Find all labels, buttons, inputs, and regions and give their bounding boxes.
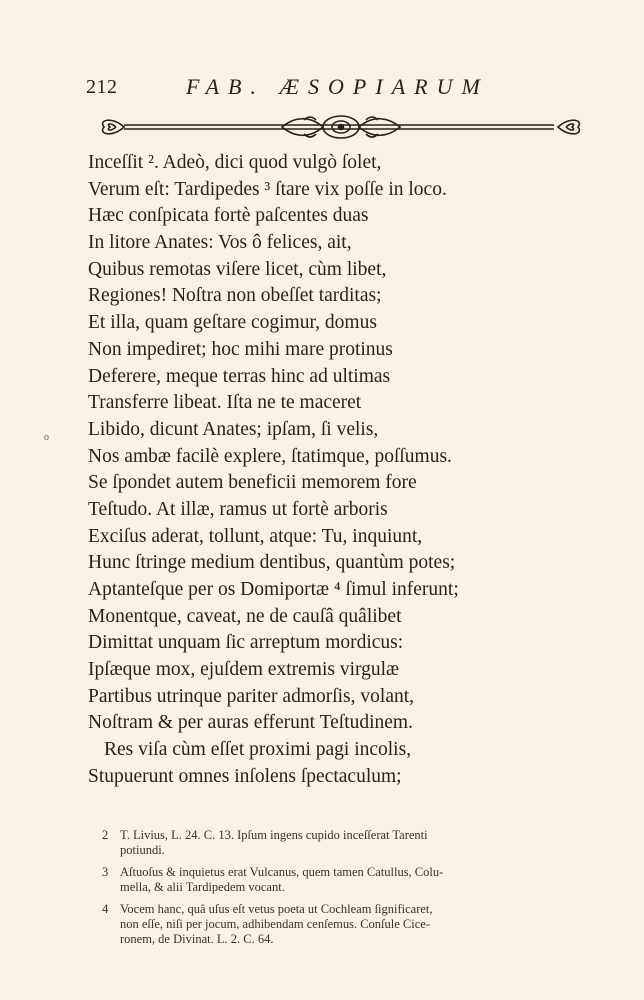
verse-line: Dimittat unquam ſic arreptum mordicus: <box>88 632 404 654</box>
verse-line: Hunc ſtringe medium dentibus, quantùm potes; <box>88 552 456 574</box>
footnote-line: mella, & alii Tardipedem vocant. <box>120 880 285 894</box>
footnote <box>102 865 588 895</box>
footnote-line: T. Livius, L. 24. C. 13. Ipſum ingens cupido inceſſerat Tarenti <box>120 828 428 842</box>
footnote-number: 4 <box>102 902 109 916</box>
footnote-number: 3 <box>102 865 109 879</box>
verse-line: Nos ambæ facilè explere, ſtatimque, poſſumus. <box>88 445 452 467</box>
verse-line: In litore Anates: Vos ô felices, ait, <box>88 232 352 254</box>
verse-line: Partibus utrinque pariter admorſis, volant, <box>88 685 415 707</box>
verse-line: Noſtram & per auras efferunt Teſtudinem. <box>88 712 413 734</box>
footnote-line: Vocem hanc, quâ uſus eſt vetus poeta ut Cochleam ſignificaret, <box>120 902 433 916</box>
verse-line: Et illa, quam geſtare cogimur, domus <box>88 312 377 334</box>
page-number: 212 <box>86 76 118 98</box>
verse-line: Teſtudo. At illæ, ramus ut fortè arboris <box>88 498 388 520</box>
verse-line: Regiones! Noſtra non obeſſet tarditas; <box>88 285 382 307</box>
verse-line: Se ſpondet autem beneficii memorem fore <box>88 472 417 494</box>
running-title: FAB. ÆSOPIARUM <box>186 74 489 99</box>
footnote-line: Aſtuoſus & inquietus erat Vulcanus, quem tamen Catullus, Colu- <box>120 865 444 879</box>
verse-line: Libido, dicunt Anates; ipſam, ſi velis, <box>88 418 379 440</box>
footnote-line: non eſſe, niſi per jocum, adhibendam cenſemus. Conſule Cice- <box>120 917 430 931</box>
verse-line: Stupuerunt omnes inſolens ſpectaculum; <box>88 765 402 787</box>
verse-line: Inceſſit ². Adeò, dici quod vulgò ſolet, <box>88 152 382 173</box>
verse-line: Exciſus aderat, tollunt, atque: Tu, inquiunt, <box>88 525 423 547</box>
verse-line: Hæc conſpicata fortè paſcentes duas <box>88 205 369 227</box>
verse-line: Ipſæque mox, ejuſdem extremis virgulæ <box>88 659 400 681</box>
verse-line: Monentque, caveat, ne de cauſâ quâlibet <box>88 605 402 627</box>
verse-line: Transferre libeat. Iſta ne te maceret <box>88 392 362 414</box>
footnote-text <box>120 902 588 947</box>
footnote <box>102 902 588 947</box>
margin-mark: o <box>44 432 49 443</box>
verse-line: Aptanteſque per os Domiportæ ⁴ ſimul inferunt; <box>88 579 459 600</box>
footnote <box>102 828 588 858</box>
footnote-line: potiundi. <box>120 843 165 857</box>
ornamental-rule-icon <box>94 112 588 142</box>
footnotes <box>102 828 588 954</box>
verse-line: Res viſa cùm eſſet proximi pagi incolis, <box>104 739 412 761</box>
verse-text <box>88 150 558 791</box>
footnote-number: 2 <box>102 828 109 842</box>
verse-line: Verum eſt: Tardipedes ³ ſtare vix poſſe in loco. <box>88 178 447 200</box>
verse-line: Non impediret; hoc mihi mare protinus <box>88 338 393 360</box>
verse-line: Quibus remotas viſere licet, cùm libet, <box>88 258 387 280</box>
footnote-text <box>120 865 588 895</box>
footnote-line: ronem, de Divinat. L. 2. C. 64. <box>120 932 274 946</box>
footnote-text <box>120 828 588 858</box>
verse-line: Deferere, meque terras hinc ad ultimas <box>88 365 391 387</box>
